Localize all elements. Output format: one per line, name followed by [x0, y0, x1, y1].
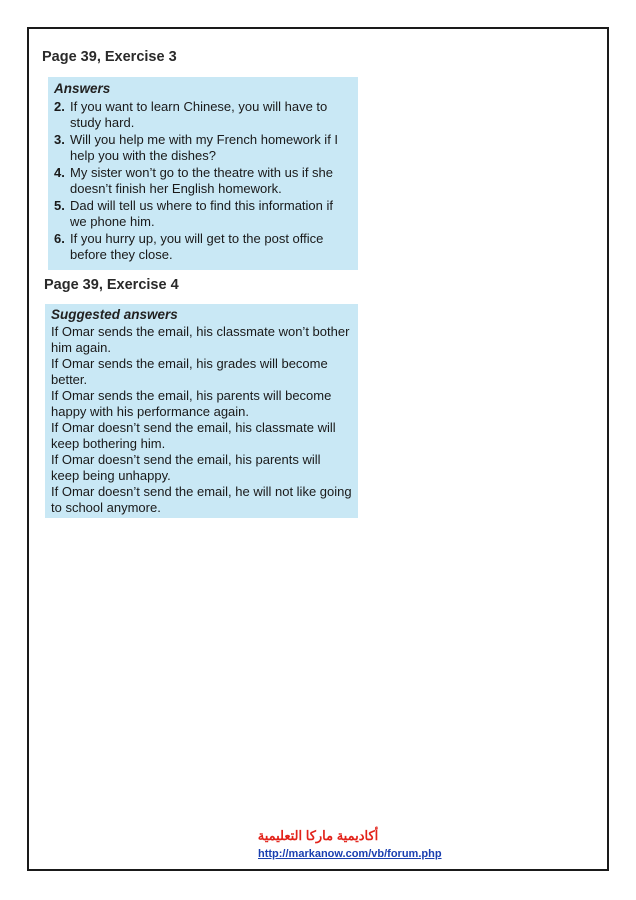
list-item: 3. Will you help me with my French homework if I help you with the dishes? [54, 132, 339, 163]
list-item: If Omar sends the email, his grades will become better. [51, 356, 328, 387]
list-item: 6. If you hurry up, you will get to the post office before they close. [54, 231, 324, 262]
exercise3-heading: Page 39, Exercise 3 [42, 49, 177, 65]
exercise4-answer-list [51, 324, 352, 516]
exercise4-heading: Page 39, Exercise 4 [44, 277, 179, 293]
list-item: 5. Dad will tell us where to find this information if we phone him. [54, 198, 334, 229]
list-item: If Omar sends the email, his classmate won’t bother him again. [51, 324, 350, 355]
list-item: 4. My sister won’t go to the theatre with us if she doesn’t finish her English homework. [54, 165, 334, 196]
exercise3-answer-list [54, 99, 352, 263]
list-item: If Omar doesn’t send the email, his parents will keep being unhappy. [51, 452, 321, 483]
list-item: 2. If you want to learn Chinese, you will have to study hard. [54, 99, 328, 130]
exercise3-answers-box [48, 77, 358, 270]
exercise3-box-title: Answers [54, 81, 111, 96]
list-item: If Omar sends the email, his parents will become happy with his performance again. [51, 388, 332, 419]
exercise4-box-title: Suggested answers [51, 307, 178, 322]
list-item: If Omar doesn’t send the email, he will not like going to school anymore. [51, 484, 352, 515]
list-item: If Omar doesn’t send the email, his classmate will keep bothering him. [51, 420, 336, 451]
footer-forum-link[interactable]: http://markanow.com/vb/forum.php [258, 848, 442, 860]
exercise4-answers-box [45, 304, 358, 518]
footer-academy-name: أكاديمية ماركا التعليمية [257, 828, 379, 843]
